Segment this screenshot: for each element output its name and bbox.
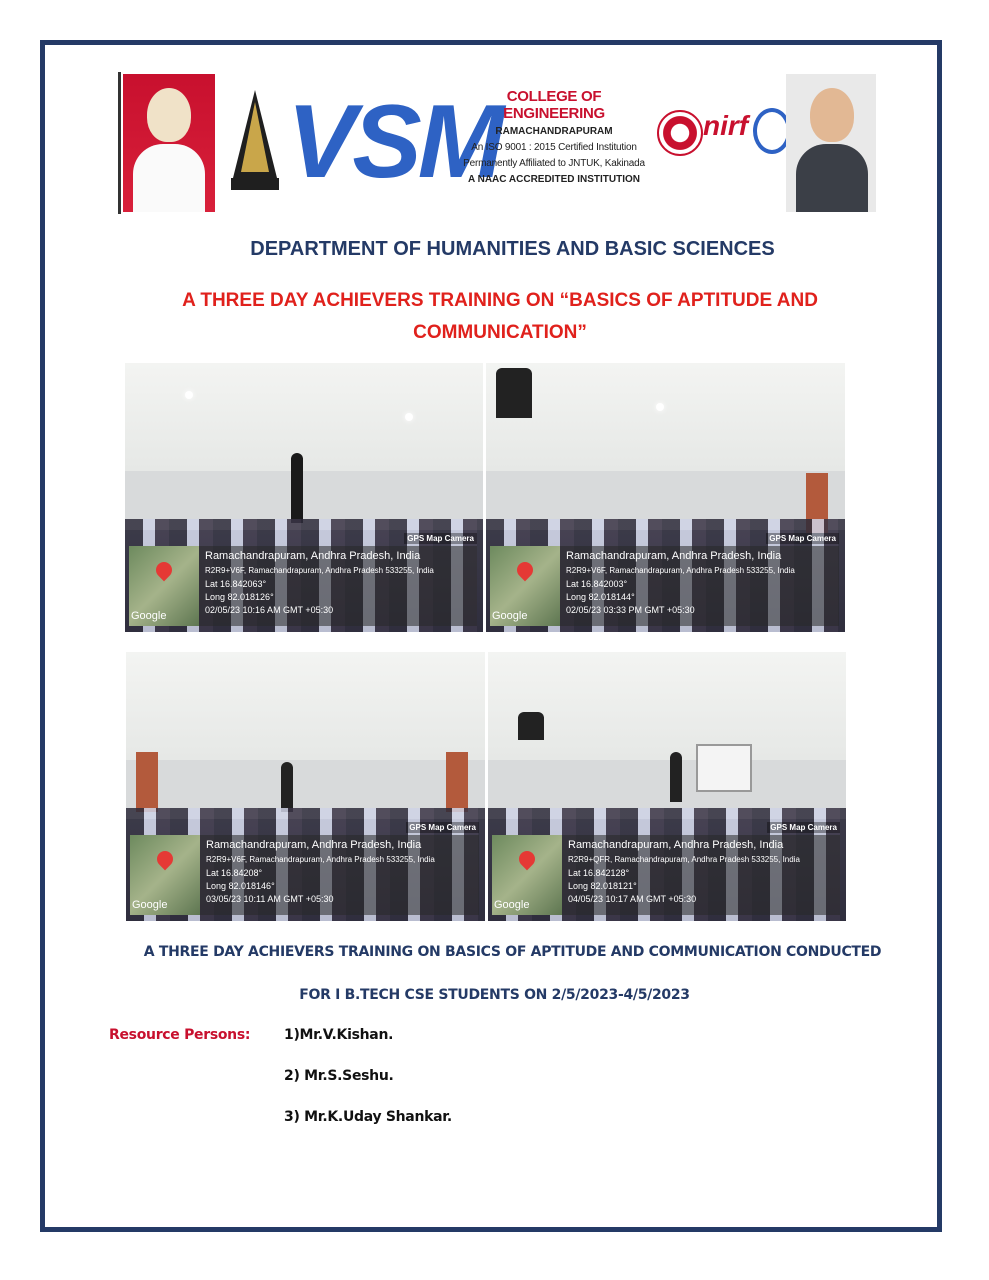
- gps-timestamp: 04/05/23 10:17 AM GMT +05:30: [568, 894, 697, 904]
- gps-timestamp: 02/05/23 03:33 PM GMT +05:30: [566, 605, 695, 615]
- college-banner: [118, 72, 876, 214]
- gps-camera-label: GPS Map Camera: [404, 533, 477, 544]
- wall-speaker: [496, 368, 532, 418]
- gps-address: R2R9+V6F, Ramachandrapuram, Andhra Pradesh 533255, India: [205, 566, 434, 575]
- gps-latitude: Lat 16.84208°: [206, 868, 263, 878]
- gps-timestamp: 03/05/23 10:11 AM GMT +05:30: [206, 894, 334, 904]
- presenter-figure: [670, 752, 682, 802]
- gps-latitude: Lat 16.842063°: [205, 579, 267, 589]
- gps-camera-label: GPS Map Camera: [767, 822, 840, 833]
- event-photo-2: [486, 363, 845, 632]
- map-label: Google: [492, 610, 528, 622]
- chairman-face: [810, 88, 854, 142]
- gps-longitude: Long 82.018121°: [568, 881, 637, 891]
- location-pin-icon: [514, 559, 537, 582]
- department-heading: DEPARTMENT OF HUMANITIES AND BASIC SCIENCES: [250, 238, 775, 260]
- gps-timestamp: 02/05/23 10:16 AM GMT +05:30: [205, 605, 334, 615]
- naac-accreditation: A NAAC ACCREDITED INSTITUTION: [467, 174, 641, 185]
- photo-ceiling: [126, 652, 485, 760]
- gps-longitude: Long 82.018126°: [205, 592, 274, 602]
- location-pin-icon: [154, 848, 177, 871]
- college-location: RAMACHANDRAPURAM: [495, 126, 613, 137]
- photo-ceiling: [125, 363, 483, 471]
- resource-persons-label: Resource Persons:: [109, 1027, 251, 1043]
- map-label: Google: [494, 899, 530, 911]
- iso-certification: An ISO 9001 : 2015 Certified Institution: [471, 142, 637, 153]
- gps-address: R2R9+QFR, Ramachandrapuram, Andhra Pradesh 533255, India: [568, 855, 800, 864]
- whiteboard: [696, 744, 752, 792]
- presenter-figure: [291, 453, 303, 523]
- event-photo-1: [125, 363, 483, 632]
- ceiling-light: [656, 403, 664, 411]
- gps-overlay: [129, 546, 477, 626]
- event-title-line2: COMMUNICATION”: [413, 322, 587, 343]
- gps-longitude: Long 82.018146°: [206, 881, 275, 891]
- presenter-figure: [281, 762, 293, 812]
- nirf-logo: nirf: [703, 110, 749, 141]
- photo-ceiling: [488, 652, 846, 760]
- college-name: COLLEGE OF ENGINEERING: [503, 88, 605, 122]
- ceiling-light: [185, 391, 193, 399]
- map-thumbnail: [492, 835, 562, 915]
- founder-face: [147, 88, 191, 142]
- event-title-line1: A THREE DAY ACHIEVERS TRAINING ON “BASICS OF APTITUDE AND: [182, 290, 818, 311]
- gps-camera-label: GPS Map Camera: [406, 822, 479, 833]
- gps-longitude: Long 82.018144°: [566, 592, 635, 602]
- gps-overlay: [492, 835, 840, 915]
- gps-overlay: [490, 546, 839, 626]
- gps-address: R2R9+V6F, Ramachandrapuram, Andhra Pradesh 533255, India: [566, 566, 795, 575]
- gps-latitude: Lat 16.842128°: [568, 868, 630, 878]
- brand-logo-text: VSM: [287, 84, 501, 200]
- location-pin-icon: [516, 848, 539, 871]
- event-photo-3: [126, 652, 485, 921]
- event-photo-4: [488, 652, 846, 921]
- resource-person: 2) Mr.S.Seshu.: [284, 1068, 394, 1084]
- window: [136, 752, 158, 812]
- window: [446, 752, 468, 812]
- chairman-portrait: [786, 74, 876, 212]
- location-pin-icon: [153, 559, 176, 582]
- seal-logo-icon: [657, 110, 703, 156]
- gps-overlay: [130, 835, 479, 915]
- gps-latitude: Lat 16.842003°: [566, 579, 628, 589]
- ceiling-light: [405, 413, 413, 421]
- event-title: [120, 285, 880, 349]
- chairman-body: [796, 144, 868, 212]
- map-label: Google: [131, 610, 167, 622]
- gps-place: Ramachandrapuram, Andhra Pradesh, India: [205, 550, 421, 562]
- affiliation: Permanently Affiliated to JNTUK, Kakinada: [463, 158, 645, 169]
- map-thumbnail: [129, 546, 199, 626]
- gps-place: Ramachandrapuram, Andhra Pradesh, India: [568, 839, 784, 851]
- founder-body: [133, 144, 205, 212]
- map-thumbnail: [490, 546, 560, 626]
- map-thumbnail: [130, 835, 200, 915]
- gps-place: Ramachandrapuram, Andhra Pradesh, India: [566, 550, 782, 562]
- photo-ceiling: [486, 363, 845, 471]
- college-emblem-icon: [227, 88, 283, 194]
- event-caption-line1: A THREE DAY ACHIEVERS TRAINING ON BASICS OF APTITUDE AND COMMUNICATION CONDUCTED: [143, 944, 882, 960]
- page-border: [40, 40, 942, 1232]
- gps-place: Ramachandrapuram, Andhra Pradesh, India: [206, 839, 422, 851]
- map-label: Google: [132, 899, 168, 911]
- event-caption-line2: FOR I B.TECH CSE STUDENTS ON 2/5/2023-4/5/2023: [299, 987, 690, 1003]
- gps-address: R2R9+V6F, Ramachandrapuram, Andhra Pradesh 533255, India: [206, 855, 435, 864]
- wall-speaker: [518, 712, 544, 740]
- resource-person: 3) Mr.K.Uday Shankar.: [284, 1109, 452, 1125]
- resource-person: 1)Mr.V.Kishan.: [284, 1027, 394, 1043]
- gps-camera-label: GPS Map Camera: [766, 533, 839, 544]
- college-info: [459, 88, 649, 185]
- founder-portrait: [123, 74, 215, 212]
